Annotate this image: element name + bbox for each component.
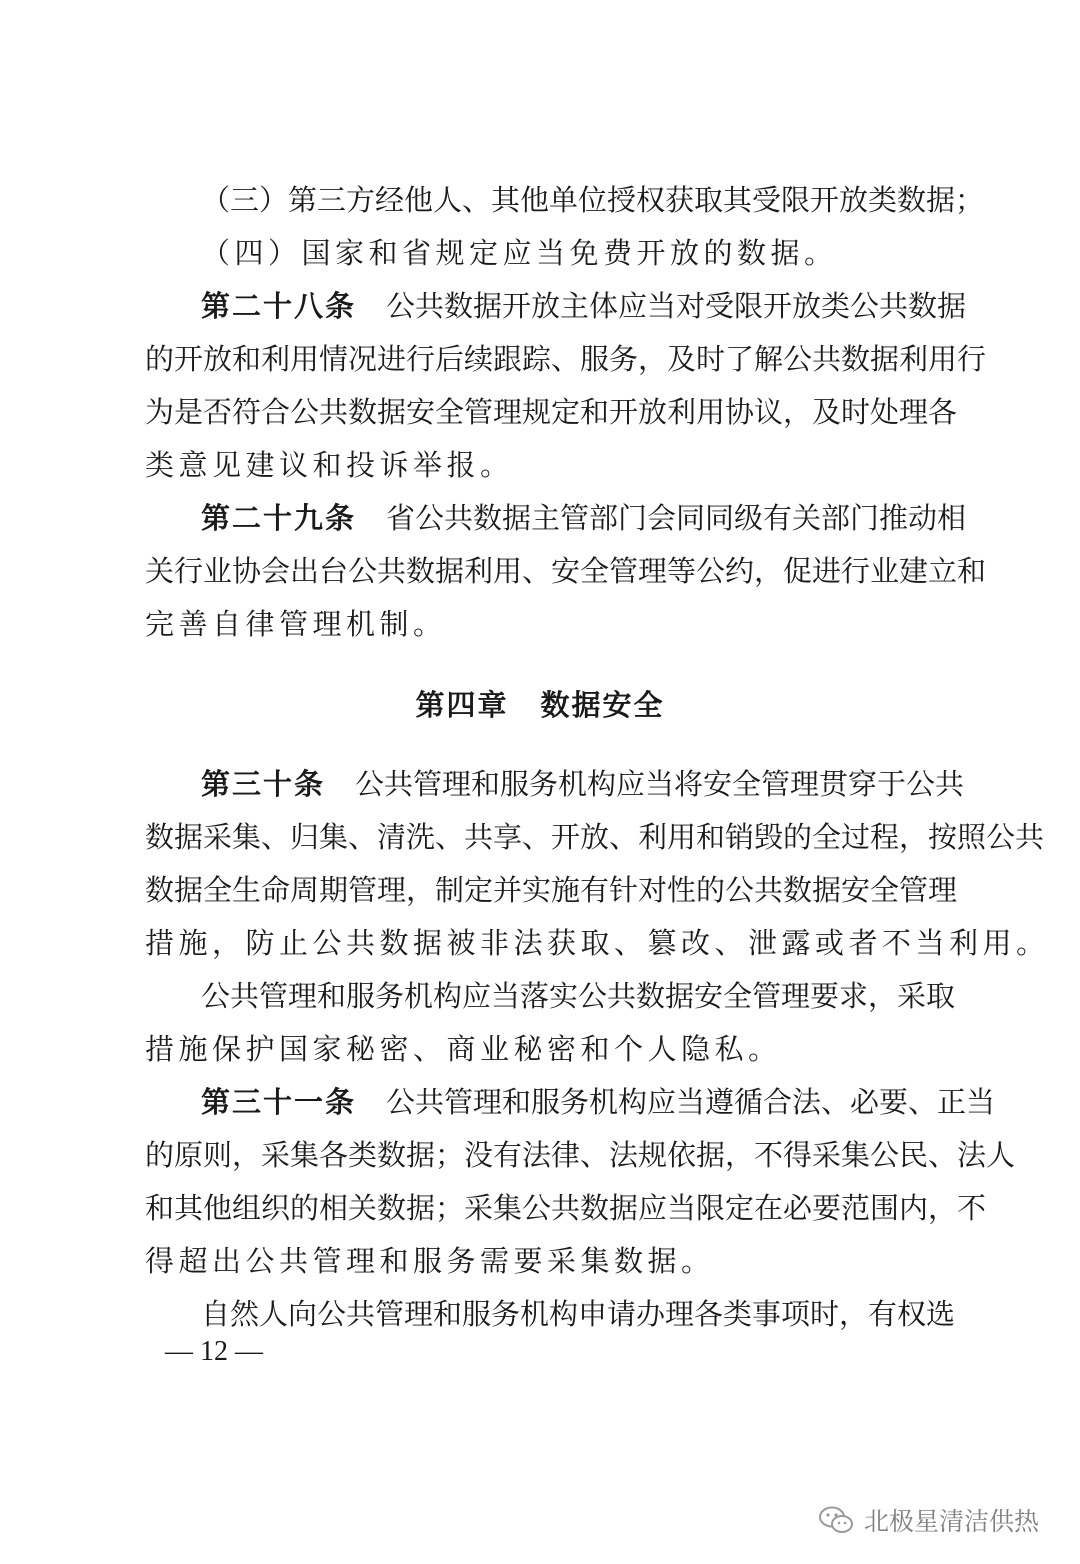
article-heading: 第三十条 [201,767,326,801]
article-heading: 第二十九条 [201,501,357,535]
text-line: （四）国家和省规定应当免费开放的数据。 [201,236,838,270]
text-line: 自然人向公共管理和服务机构申请办理各类事项时，有权选 [201,1297,956,1331]
article-31-first-line [201,1077,996,1127]
text-line: 和其他组织的相关数据；采集公共数据应当限定在必要范围内，不 [145,1191,987,1225]
wechat-icon [818,1505,854,1535]
text-line: 为是否符合公共数据安全管理规定和开放利用协议，及时处理各 [145,395,958,429]
chapter-number: 第四章 [415,688,509,722]
text-line: 措施保护国家秘密、商业秘密和个人隐私。 [145,1032,782,1066]
text-line: 关行业协会出台公共数据利用、安全管理等公约，促进行业建立和 [145,554,987,588]
text-line: 数据全生命周期管理，制定并实施有针对性的公共数据安全管理 [145,873,958,907]
chapter-title: 数据安全 [540,688,665,722]
text-line: 类意见建议和投诉举报。 [145,448,514,482]
article-heading: 第三十一条 [201,1085,357,1119]
text-line: 公共管理和服务机构应当遵循合法、必要、正当 [386,1085,996,1119]
text-line: 公共数据开放主体应当对受限开放类公共数据 [386,289,967,323]
article-30-first-line [201,759,965,809]
text-line: 完善自律管理机制。 [145,607,447,641]
watermark [818,1500,1039,1540]
chapter-heading [0,680,1080,730]
text-line: 公共管理和服务机构应当落实公共数据安全管理要求，采取 [201,979,956,1013]
article-heading: 第二十八条 [201,289,357,323]
article-28-first-line [201,281,967,331]
text-line: 公共管理和服务机构应当将安全管理贯穿于公共 [355,767,965,801]
text-line: 的开放和利用情况进行后续跟踪、服务，及时了解公共数据利用行 [145,342,987,376]
article-29-first-line [201,493,967,543]
text-line: 得超出公共管理和服务需要采集数据。 [145,1244,715,1278]
text-line: 的原则，采集各类数据；没有法律、法规依据，不得采集公民、法人 [145,1138,1016,1172]
text-line: 数据采集、归集、清洗、共享、开放、利用和销毁的全过程，按照公共 [145,820,1045,854]
watermark-text: 北极星清洁供热 [864,1507,1040,1536]
page-number: — 12 — [165,1336,263,1367]
text-line: （三）第三方经他人、其他单位授权获取其受限开放类数据； [201,183,985,217]
text-line: 省公共数据主管部门会同同级有关部门推动相 [386,501,967,535]
text-line: 措施，防止公共数据被非法获取、篡改、泄露或者不当利用。 [145,926,1050,960]
